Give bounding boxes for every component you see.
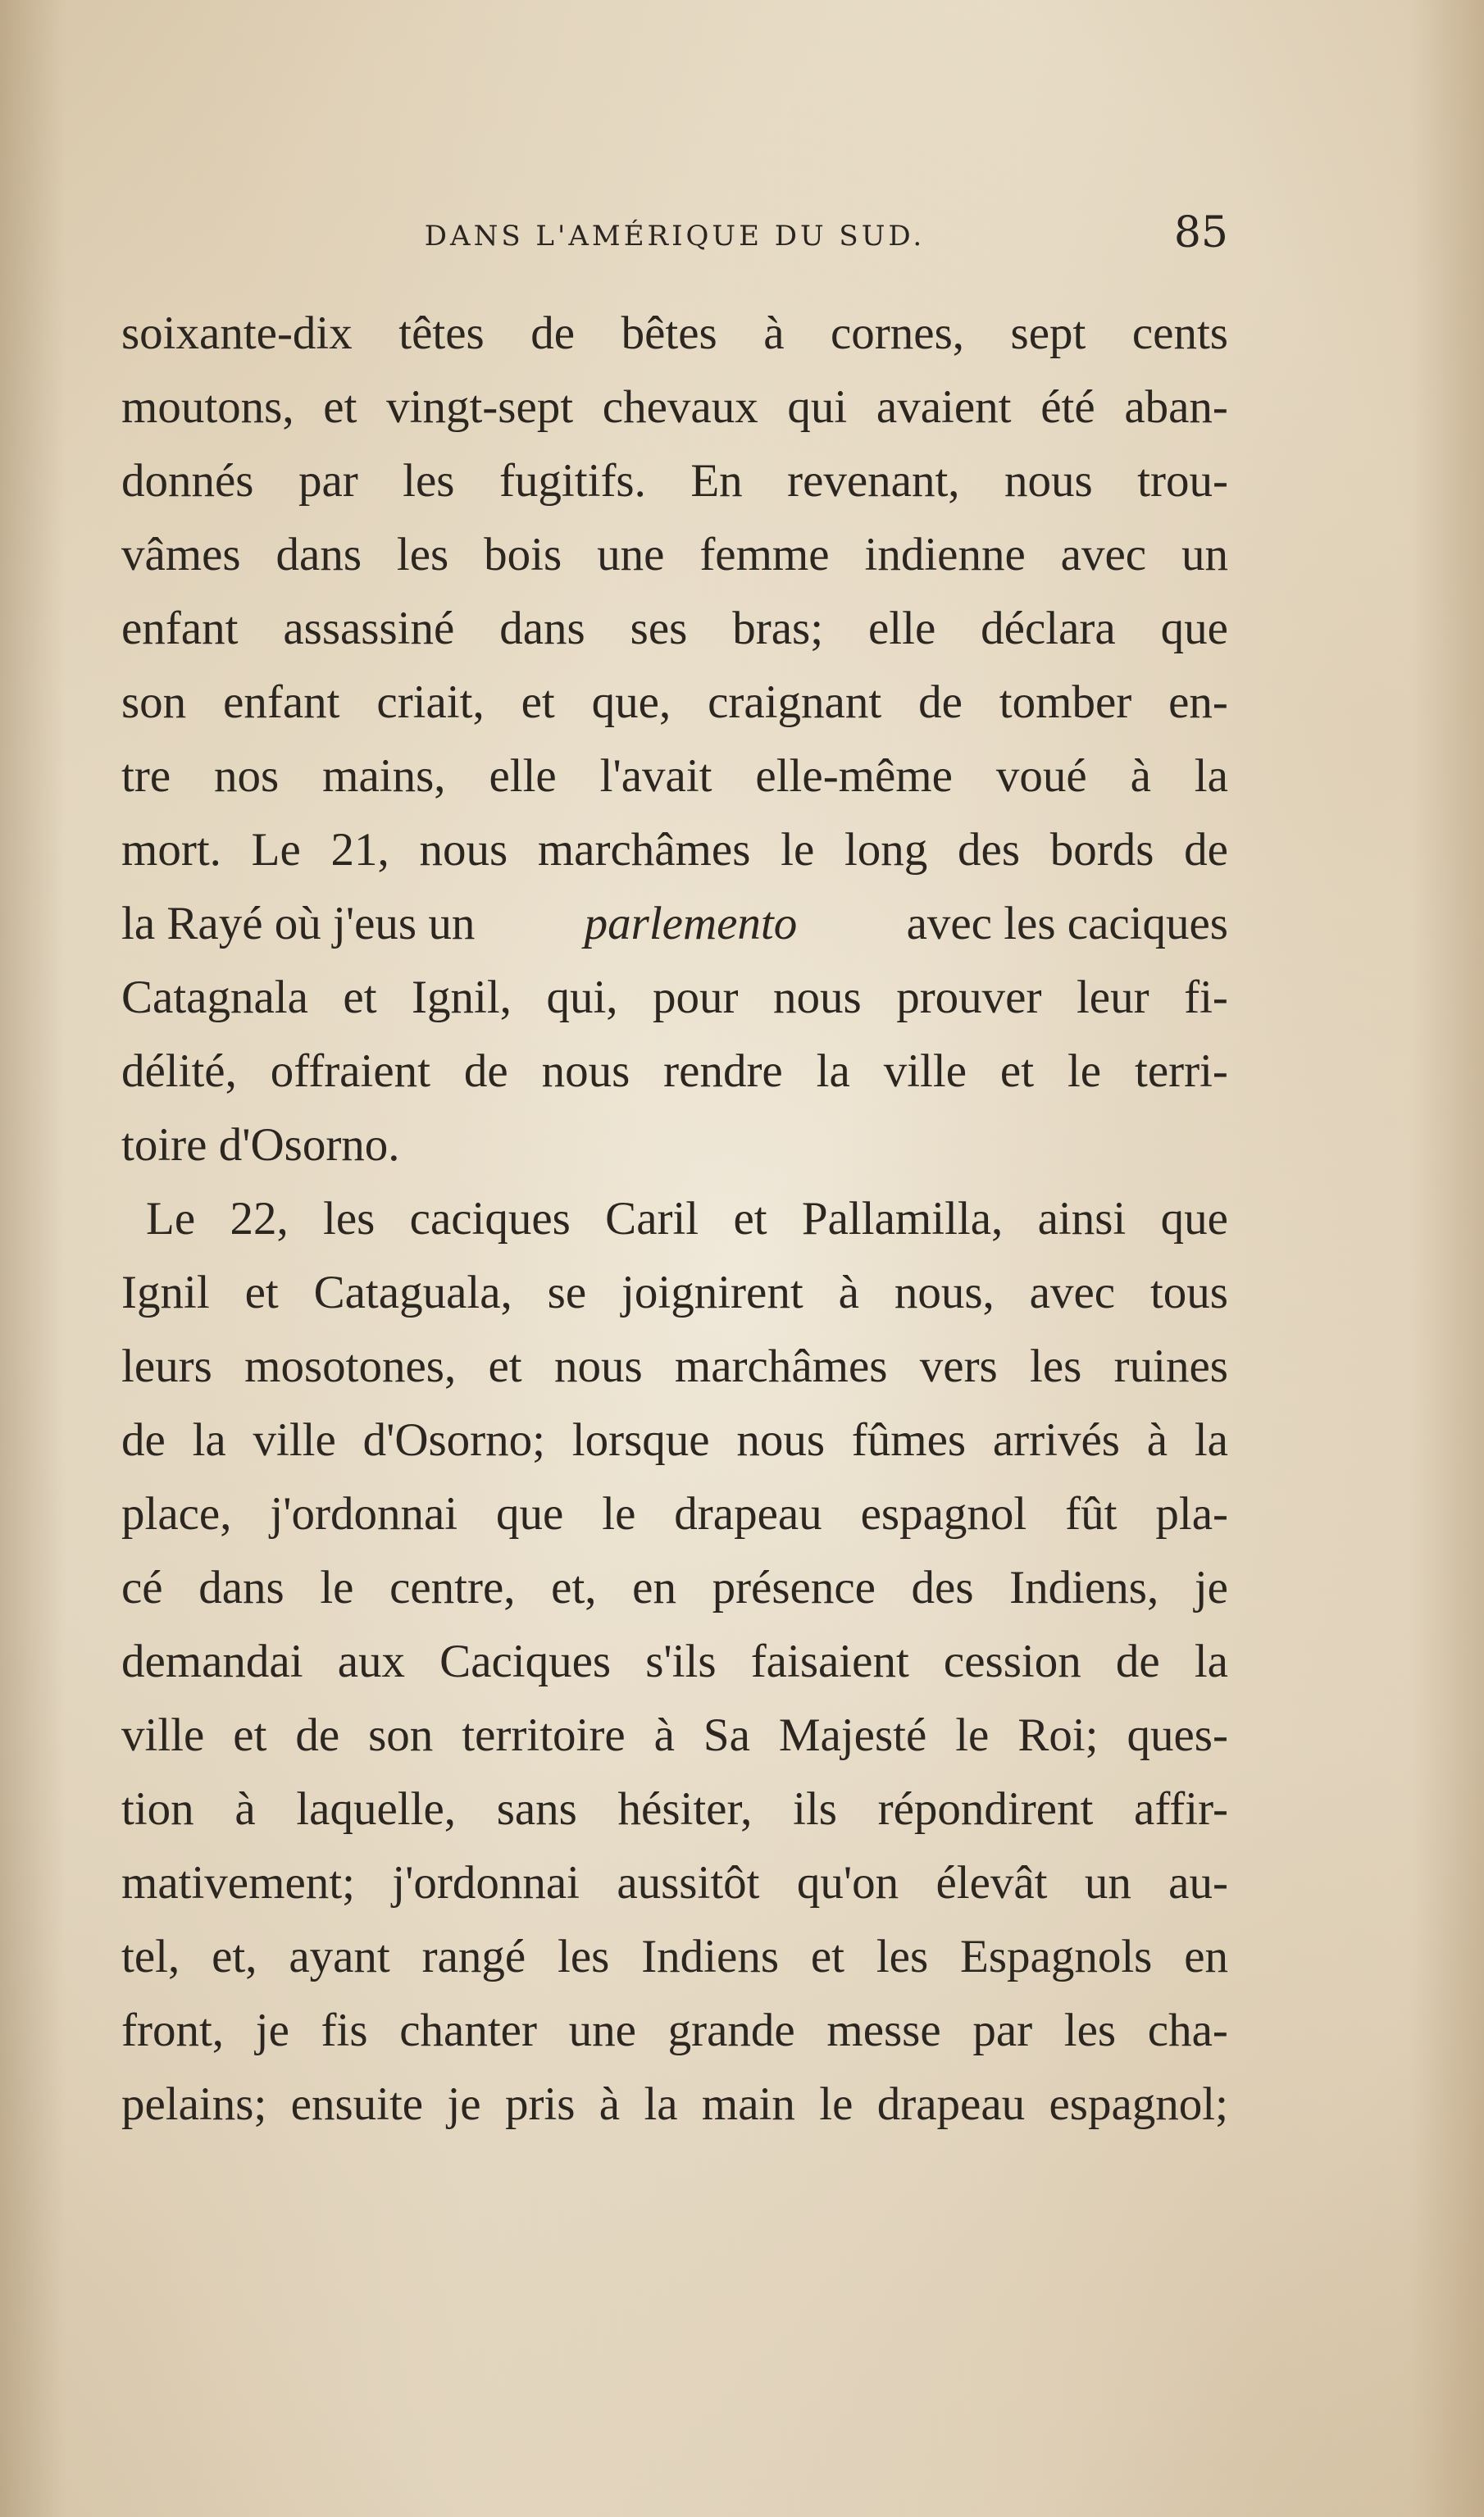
word: ils: [793, 1783, 837, 1835]
word: de: [295, 1709, 340, 1761]
word: de: [463, 1045, 508, 1097]
text-line: [121, 1035, 1228, 1108]
line-text: [146, 1182, 1228, 1256]
word: offraient: [270, 1045, 430, 1097]
word: l'avait: [599, 750, 712, 802]
word: le: [819, 2078, 854, 2130]
line-text: [121, 1773, 1228, 1846]
word: tous: [1149, 1267, 1228, 1318]
word: une: [597, 529, 665, 580]
word: long: [844, 824, 928, 876]
word: dans: [275, 529, 362, 580]
word: en-: [1168, 676, 1228, 728]
word: les: [876, 1931, 929, 1982]
line-text: [121, 1699, 1228, 1773]
word: avaient: [876, 381, 1012, 433]
word: ruines: [1113, 1340, 1228, 1392]
word: pour: [653, 972, 739, 1023]
word: aux: [337, 1636, 406, 1687]
word: femme: [699, 529, 830, 580]
word: Sa: [703, 1709, 750, 1761]
word: la: [1194, 1636, 1228, 1687]
word: pla-: [1155, 1488, 1228, 1540]
word: marchâmes: [674, 1340, 888, 1392]
word: Caril: [605, 1193, 699, 1245]
word: mains,: [322, 750, 446, 802]
text-line: [121, 1920, 1228, 1994]
word: criait,: [376, 676, 485, 728]
line-text: [121, 1256, 1228, 1330]
word: front,: [121, 2005, 225, 2056]
word: marchâmes: [537, 824, 751, 876]
word: déclara: [981, 603, 1116, 654]
word: et: [733, 1193, 767, 1245]
word: Indiens: [641, 1931, 780, 1982]
page-header: [121, 208, 1228, 277]
word: présence: [712, 1562, 876, 1614]
word: je: [1194, 1562, 1228, 1614]
text-line: [121, 2068, 1228, 2141]
word: les: [558, 1931, 610, 1982]
line-text: [121, 371, 1228, 444]
word: un: [1084, 1857, 1131, 1909]
word: affir-: [1134, 1783, 1228, 1835]
word: le: [320, 1562, 354, 1614]
word: 21,: [330, 824, 389, 876]
word: laquelle,: [296, 1783, 457, 1835]
word: trou-: [1137, 455, 1228, 507]
word: la: [1194, 750, 1228, 802]
word: ville: [253, 1414, 336, 1466]
word: bêtes: [621, 307, 717, 359]
word: une: [568, 2005, 636, 2056]
word: en: [632, 1562, 676, 1614]
word: des: [958, 824, 1021, 876]
word: Ignil: [121, 1267, 210, 1318]
word: hésiter,: [617, 1783, 753, 1835]
word: des: [911, 1562, 974, 1614]
word: son: [368, 1709, 434, 1761]
line-text: [121, 740, 1228, 813]
line-text: [121, 444, 1228, 518]
word: enfant: [121, 603, 239, 654]
word: qu'on: [796, 1857, 899, 1909]
text-line: [121, 518, 1228, 592]
word: la: [1194, 1414, 1228, 1466]
word: sept: [1010, 307, 1086, 359]
word: que: [1160, 1193, 1228, 1245]
word: cornes,: [831, 307, 965, 359]
word: ayant: [289, 1931, 390, 1982]
line-text: [121, 1994, 1228, 2068]
word: et: [233, 1709, 267, 1761]
word: nous: [773, 972, 862, 1023]
word: revenant,: [787, 455, 960, 507]
line-text: [121, 666, 1228, 740]
word: vingt-sept: [386, 381, 574, 433]
word: délité,: [121, 1045, 237, 1097]
word: ville: [883, 1045, 967, 1097]
body-text: [121, 297, 1228, 2141]
word: et: [999, 1045, 1035, 1097]
word: mativement;: [121, 1857, 355, 1909]
text-line: [121, 1846, 1228, 1920]
word: espagnol: [860, 1488, 1027, 1540]
word: j'ordonnai: [270, 1488, 458, 1540]
line-text: [121, 1330, 1228, 1404]
text-line: [121, 1330, 1228, 1404]
line-text: [121, 518, 1228, 592]
word: nous: [541, 1045, 630, 1097]
line-text: [121, 1920, 1228, 1994]
word: fûmes: [851, 1414, 967, 1466]
word: que: [496, 1488, 564, 1540]
word: Pallamilla,: [801, 1193, 1004, 1245]
text-line: [121, 444, 1228, 518]
text-line: [121, 371, 1228, 444]
line-text: [121, 2068, 1228, 2141]
word: les: [1063, 2005, 1117, 2056]
word: tel,: [121, 1931, 180, 1982]
word: leurs: [121, 1340, 212, 1392]
line-text: [121, 961, 1228, 1035]
word: la: [192, 1414, 226, 1466]
word: nous: [1004, 455, 1093, 507]
word: et: [323, 381, 357, 433]
word: elle-même: [755, 750, 953, 802]
word: à: [1146, 1414, 1168, 1466]
word: bras;: [732, 603, 824, 654]
paragraph-start-line: [121, 1182, 1228, 1256]
word: répondirent: [877, 1783, 1094, 1835]
word: en: [1184, 1931, 1228, 1982]
word: et,: [212, 1931, 257, 1982]
word: à: [838, 1267, 859, 1318]
text-line: [121, 297, 1228, 371]
word: joignirent: [621, 1267, 803, 1318]
line-text: [121, 1035, 1228, 1108]
word: grande: [667, 2005, 795, 2056]
word: la: [644, 2078, 678, 2130]
text-line: [121, 1773, 1228, 1846]
word: s'ils: [645, 1636, 717, 1687]
word: place,: [121, 1488, 232, 1540]
word: nous: [419, 824, 508, 876]
word: leur: [1076, 972, 1149, 1023]
text-line: [121, 1994, 1228, 2068]
word: chevaux: [602, 381, 758, 433]
word: tre: [121, 750, 171, 802]
word: fis: [321, 2005, 368, 2056]
text-line: [121, 961, 1228, 1035]
text-line: [121, 887, 1228, 961]
word: se: [547, 1267, 587, 1318]
line-text: toire d'Osorno.: [121, 1119, 400, 1171]
running-title: DANS L'AMÉRIQUE DU SUD.: [424, 220, 926, 253]
word: de: [1115, 1636, 1160, 1687]
word: à: [599, 2078, 621, 2130]
word: terri-: [1135, 1045, 1228, 1097]
word: main: [701, 2078, 795, 2130]
text-line: [121, 1625, 1228, 1699]
word: la: [816, 1045, 850, 1097]
word: vers: [919, 1340, 998, 1392]
italic-term: parlemento: [584, 898, 798, 949]
word: fi-: [1184, 972, 1228, 1023]
word: à: [234, 1783, 256, 1835]
word: cession: [943, 1636, 1081, 1687]
word: cé: [121, 1562, 163, 1614]
word: demandai: [121, 1636, 303, 1687]
word: de: [530, 307, 576, 359]
text-line: [121, 1477, 1228, 1551]
word: 22,: [230, 1193, 289, 1245]
word: bois: [484, 529, 562, 580]
word: dans: [499, 603, 585, 654]
word: mosotones,: [244, 1340, 457, 1392]
word: cha-: [1147, 2005, 1228, 2056]
word: chanter: [399, 2005, 537, 2056]
word: et: [488, 1340, 522, 1392]
word: de: [1184, 824, 1228, 876]
word: centre,: [389, 1562, 516, 1614]
word: fût: [1065, 1488, 1118, 1540]
word: le: [781, 824, 815, 876]
line-text: [121, 592, 1228, 666]
text-line: [121, 1404, 1228, 1477]
line-text: [121, 1625, 1228, 1699]
word: pris: [504, 2078, 576, 2130]
word: j'ordonnai: [392, 1857, 580, 1909]
word: drapeau: [876, 2078, 1026, 2130]
word: à: [1130, 750, 1151, 802]
word: Indiens,: [1009, 1562, 1159, 1614]
word: d'Osorno;: [362, 1414, 545, 1466]
word: par: [972, 2005, 1033, 2056]
word: elle: [867, 603, 936, 654]
word: prouver: [896, 972, 1042, 1023]
line-text: [121, 1846, 1228, 1920]
word: et: [521, 676, 555, 728]
word: nous: [553, 1340, 643, 1392]
word: cents: [1131, 307, 1228, 359]
word: elle: [489, 750, 557, 802]
word: je: [255, 2005, 289, 2056]
word: arrivés: [992, 1414, 1120, 1466]
word: En: [690, 455, 743, 507]
word: faisaient: [750, 1636, 909, 1687]
text-line: [121, 1699, 1228, 1773]
word: ville: [121, 1709, 205, 1761]
word: avec: [1029, 1267, 1116, 1318]
word: élevât: [935, 1857, 1048, 1909]
word: de: [121, 1414, 166, 1466]
word: par: [298, 455, 358, 507]
word: aban-: [1124, 381, 1228, 433]
word: moutons,: [121, 381, 294, 433]
word: au-: [1168, 1857, 1228, 1909]
word: Cataguala,: [313, 1267, 512, 1318]
word: et: [810, 1931, 844, 1982]
word: le: [602, 1488, 636, 1540]
text-line: [121, 592, 1228, 666]
word: ses: [630, 603, 688, 654]
text-line: [121, 1256, 1228, 1330]
line-text: [121, 1551, 1228, 1625]
word: les: [323, 1193, 376, 1245]
line-text: [121, 297, 1228, 371]
word: les: [396, 529, 449, 580]
word: ques-: [1127, 1709, 1228, 1761]
word: espagnol;: [1049, 2078, 1228, 2130]
word: craignant: [708, 676, 882, 728]
word: les: [1030, 1340, 1082, 1392]
word: été: [1040, 381, 1095, 433]
word: sans: [496, 1783, 577, 1835]
word: dans: [198, 1562, 285, 1614]
word: Majesté: [778, 1709, 927, 1761]
text-line: [121, 666, 1228, 740]
page-number: 85: [1173, 208, 1228, 257]
word: Caciques: [439, 1636, 612, 1687]
word: vâmes: [121, 529, 241, 580]
word: soixante-dix: [121, 307, 353, 359]
word: nous: [736, 1414, 826, 1466]
word: le: [1067, 1045, 1102, 1097]
word: Espagnols: [960, 1931, 1153, 1982]
word: nos: [214, 750, 280, 802]
word: lorsque: [571, 1414, 710, 1466]
word: rangé: [421, 1931, 526, 1982]
word: voué: [995, 750, 1087, 802]
word: ainsi: [1037, 1193, 1127, 1245]
word: assassiné: [283, 603, 455, 654]
line-text: avec les caciques: [906, 898, 1228, 949]
word: caciques: [409, 1193, 571, 1245]
word: messe: [826, 2005, 941, 2056]
word: le: [955, 1709, 990, 1761]
word: et: [244, 1267, 279, 1318]
word: avec: [1060, 529, 1147, 580]
word: Le: [146, 1193, 196, 1245]
word: drapeau: [674, 1488, 822, 1540]
word: pelains;: [121, 2078, 267, 2130]
word: à: [653, 1709, 675, 1761]
word: rendre: [663, 1045, 783, 1097]
word: Catagnala: [121, 972, 308, 1023]
text-line: [121, 813, 1228, 887]
word: fugitifs.: [498, 455, 646, 507]
word: têtes: [398, 307, 485, 359]
line-text: [121, 1404, 1228, 1477]
word: mort.: [121, 824, 221, 876]
line-text: [121, 813, 1228, 887]
word: son: [121, 676, 187, 728]
word: que: [1160, 603, 1228, 654]
word: qui,: [546, 972, 618, 1023]
line-text: la Rayé où j'eus un: [121, 898, 476, 949]
text-line: [121, 1551, 1228, 1625]
word: Roi;: [1017, 1709, 1099, 1761]
word: aussitôt: [617, 1857, 760, 1909]
word: les: [403, 455, 455, 507]
word: ensuite: [290, 2078, 424, 2130]
word: de: [918, 676, 963, 728]
text-line: [121, 740, 1228, 813]
word: un: [1181, 529, 1228, 580]
word: et,: [551, 1562, 597, 1614]
word: et: [343, 972, 377, 1023]
line-text: [121, 1477, 1228, 1551]
word: je: [447, 2078, 481, 2130]
word: tion: [121, 1783, 194, 1835]
word: nous,: [894, 1267, 995, 1318]
word: tomber: [999, 676, 1132, 728]
word: Ignil,: [412, 972, 512, 1023]
word: territoire: [462, 1709, 626, 1761]
word: donnés: [121, 455, 254, 507]
text-line: [121, 1108, 1228, 1182]
word: indienne: [864, 529, 1026, 580]
word: bords: [1049, 824, 1154, 876]
word: à: [763, 307, 785, 359]
word: qui: [787, 381, 848, 433]
word: que,: [591, 676, 671, 728]
word: Le: [251, 824, 301, 876]
word: enfant: [223, 676, 340, 728]
